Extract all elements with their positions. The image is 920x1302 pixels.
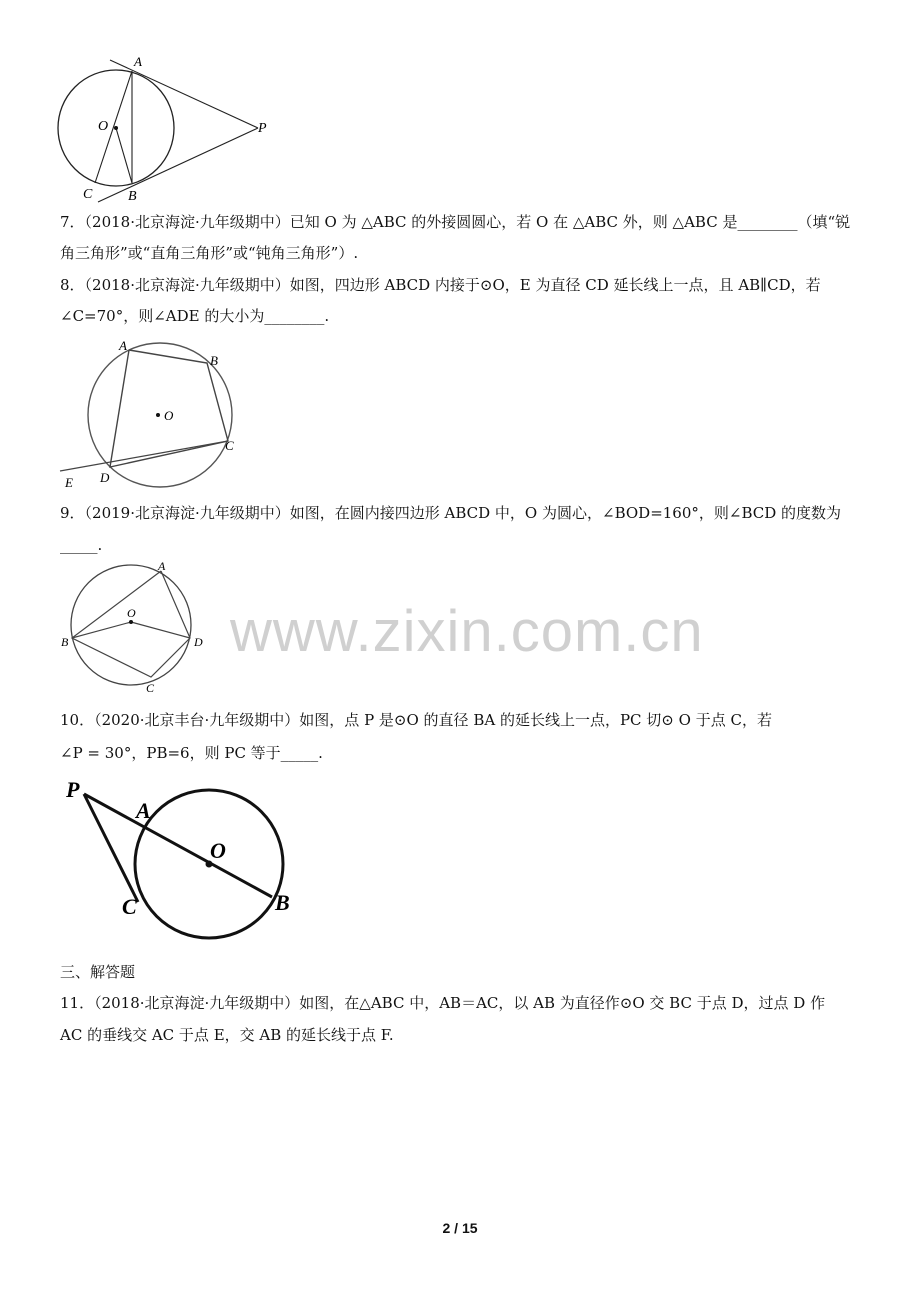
figure-q8-inscribed-quadrilateral bbox=[55, 335, 245, 495]
fig4-label-p: P bbox=[66, 777, 80, 802]
fig2-label-e: E bbox=[65, 475, 73, 490]
fig2-label-b: B bbox=[210, 353, 218, 368]
fig2-label-d: D bbox=[100, 470, 110, 485]
question-7-line-1: 7．（2018·北京海淀·九年级期中）已知 O 为 △ABC 的外接圆圆心，若 O 在 △ABC 外，则 △ABC 是________（填“锐 bbox=[60, 213, 851, 231]
figure-q10-tangent-secant bbox=[60, 770, 310, 945]
question-8-line-1: 8．（2018·北京海淀·九年级期中）如图，四边形 ABCD 内接于⊙O，E 为直径 CD 延长线上一点，且 AB∥CD，若 bbox=[60, 276, 821, 294]
fig3-label-b: B bbox=[61, 635, 69, 649]
question-10-line-1: 10．（2020·北京丰台·九年级期中）如图，点 P 是⊙O 的直径 BA 的延长线上一点，PC 切⊙ O 于点 C，若 bbox=[60, 711, 772, 729]
question-10-line-2: ∠P = 30°，PB=6，则 PC 等于_____. bbox=[60, 744, 323, 762]
figure-q9-circle-quadrilateral bbox=[58, 558, 218, 698]
question-9-line-2: _____. bbox=[60, 536, 103, 554]
fig1-label-o: O bbox=[98, 119, 109, 134]
fig2-label-o: O bbox=[164, 408, 174, 423]
question-11-line-1: 11．（2018·北京海淀·九年级期中）如图，在△ABC 中，AB＝AC，以 AB 为直径作⊙O 交 BC 于点 D，过点 D 作 bbox=[60, 994, 826, 1012]
figure-q6-circle-tangent bbox=[50, 50, 290, 210]
fig1-label-a: A bbox=[134, 54, 142, 69]
section-heading-answer-questions: 三、解答题 bbox=[60, 963, 136, 981]
question-11-line-2: AC 的垂线交 AC 于点 E，交 AB 的延长线于点 F. bbox=[60, 1026, 394, 1044]
fig1-label-b: B bbox=[128, 189, 137, 204]
fig4-label-a: A bbox=[136, 798, 151, 823]
fig3-label-d: D bbox=[194, 635, 203, 649]
page-number: 2 / 15 bbox=[442, 1220, 478, 1236]
fig2-label-c: C bbox=[225, 438, 234, 453]
fig3-label-a: A bbox=[158, 559, 166, 573]
fig2-label-a: A bbox=[119, 338, 127, 353]
fig3-label-o: O bbox=[127, 606, 136, 620]
fig4-label-o: O bbox=[210, 838, 226, 863]
fig4-label-b: B bbox=[275, 890, 290, 915]
question-8-line-2: ∠C=70°，则∠ADE 的大小为________. bbox=[60, 307, 330, 325]
fig1-label-c: C bbox=[83, 187, 93, 202]
fig4-label-c: C bbox=[122, 894, 137, 919]
question-7-line-2: 角三角形”或“直角三角形”或“钝角三角形”）. bbox=[60, 244, 359, 262]
fig1-label-p: P bbox=[258, 121, 267, 136]
question-9-line-1: 9．（2019·北京海淀·九年级期中）如图，在圆内接四边形 ABCD 中，O 为圆心，∠BOD=160°，则∠BCD 的度数为 bbox=[60, 504, 842, 522]
fig3-label-c: C bbox=[146, 681, 155, 695]
watermark: www.zixin.com.cn bbox=[230, 599, 704, 664]
